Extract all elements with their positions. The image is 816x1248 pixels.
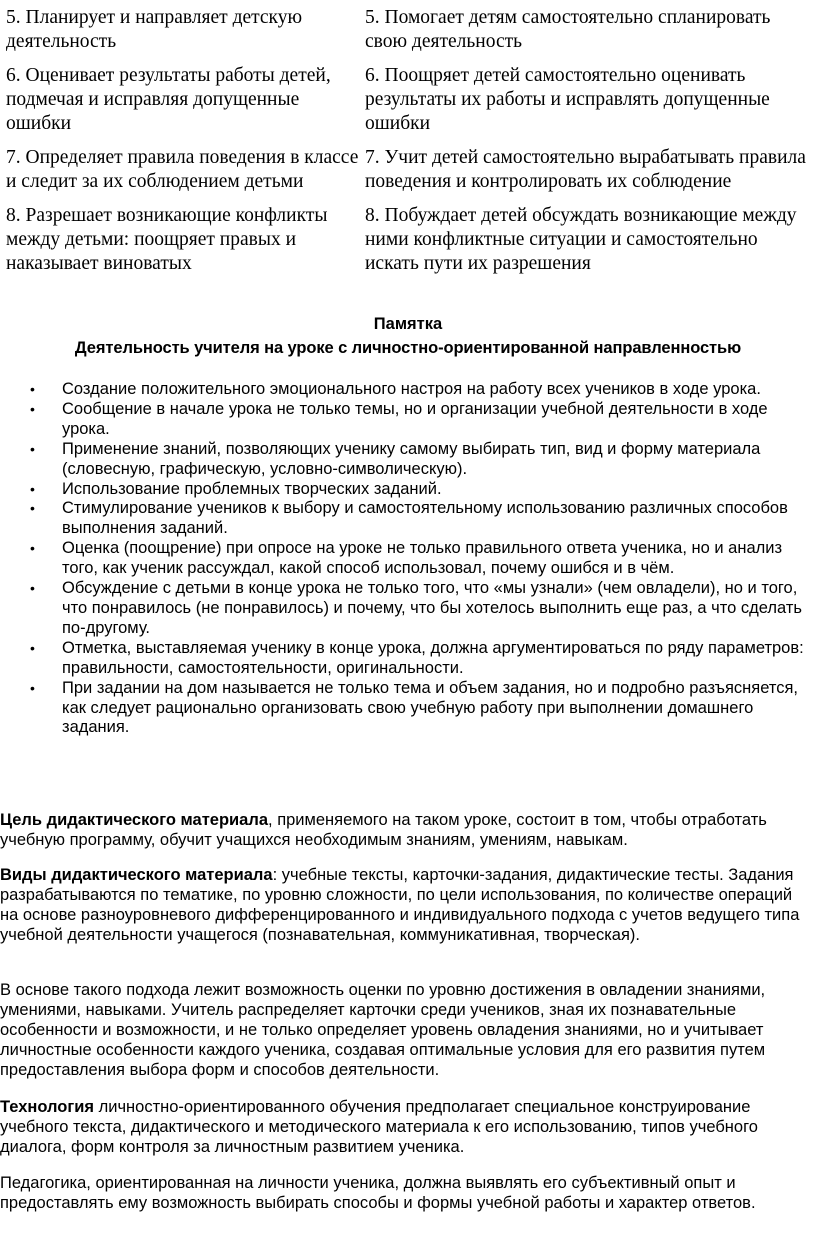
table-cell-right: 6. Поощряет детей самостоятельно оценивать результаты их работы и исправлять допущенные ошибки [365, 65, 770, 134]
table-cell-left: 5. Планирует и направляет детскую деятельность [6, 7, 303, 52]
table-cell-right: 5. Помогает детям самостоятельно спланировать свою деятельность [365, 7, 771, 52]
bullet-icon: • [30, 639, 35, 656]
paragraph-didactic-goal [0, 810, 814, 850]
list-item-text: Отметка, выставляемая ученику в конце урока, должна аргументироваться по ряду параметров: правильности, самостоятельности, оригинальности. [62, 638, 804, 677]
paragraph-technology [0, 1097, 814, 1157]
table-cell-left: 6. Оценивает результаты работы детей, подмечая и исправляя допущенные ошибки [6, 65, 331, 134]
list-item [30, 440, 816, 480]
paragraph-text: Педагогика, ориентированная на личности ученика, должна выявлять его субъективный опыт и предоставлять ему возможность выбирать способы и формы учебной работы и характер ответов. [0, 1174, 756, 1212]
table-row [6, 6, 812, 54]
paragraph-lead: Цель дидактического материала [0, 811, 269, 829]
memo-subtitle: Деятельность учителя на уроке с личностно-ориентированной направленностью [74, 339, 742, 357]
bullet-icon: • [30, 500, 35, 517]
paragraph-didactic-types [0, 865, 814, 945]
list-item [30, 499, 816, 539]
bullet-icon: • [30, 540, 35, 557]
list-item-text: При задании на дом называется не только тема и объем задания, но и подробно разъясняется, как следует рационально организовать свою учебную работу при выполнении домашнего задания. [62, 678, 798, 737]
list-item-text: Создание положительного эмоционального настроя на работу всех учеников в ходе урока. [62, 380, 761, 398]
paragraph-text: В основе такого подхода лежит возможность оценки по уровню достижения в овладении знаниями, умениями, навыками. Учитель распределяет карточки среди учеников, зная их познавательные особенности и возможности, и не только определяет уровень овладения знаниями, но и учитывает личностные особенности каждого ученика, создавая оптимальные условия для его развития путем предоставления выбора форм и способов деятельности. [0, 981, 766, 1079]
bullet-icon: • [30, 381, 35, 397]
memo-title: Памятка [373, 315, 443, 333]
bullet-icon: • [30, 440, 35, 457]
paragraph-text: , применяемого на таком уроке, состоит в том, чтобы отработать учебную программу, обучит учащихся необходимым знаниям, умениям, навыкам. [0, 811, 767, 849]
list-item [30, 579, 816, 639]
table-row [6, 146, 812, 194]
bullet-icon: • [30, 400, 35, 417]
table-cell-left: 7. Определяет правила поведения в классе и следит за их соблюдением детьми [6, 147, 359, 192]
bullet-icon: • [30, 679, 35, 696]
list-item-text: Сообщение в начале урока не только темы, но и организации учебной деятельности в ходе урока. [62, 399, 768, 438]
table-cell-right: 7. Учит детей самостоятельно вырабатывать правила поведения и контролировать их соблюдение [365, 147, 806, 192]
comparison-table [6, 6, 812, 286]
list-item [30, 679, 816, 739]
list-item [30, 480, 816, 500]
list-item [30, 539, 816, 579]
paragraph-text: : учебные тексты, карточки-задания, дидактические тесты. Задания разрабатываются по тематике, по уровню сложности, по цели использования, по количестве операций на основе разноуровневого дифференцированного и индивидуального подхода с учетов ведущего типа учебной деятельности учащегося (познавательная, коммуникативная, творческая). [0, 866, 800, 944]
list-item [30, 380, 816, 400]
table-row [6, 204, 812, 276]
list-item [30, 400, 816, 440]
list-item-text: Обсуждение с детьми в конце урока не только того, что «мы узнали» (чем овладели), но и того, что понравилось (не понравилось) и почему, что бы хотелось выполнить еще раз, а что сделать по-другому. [62, 579, 802, 637]
memo-bullet-list [30, 380, 816, 738]
bullet-icon: • [30, 480, 35, 497]
table-row [6, 64, 812, 136]
list-item-text: Стимулирование учеников к выбору и самостоятельному использованию различных способов выполнения заданий. [62, 499, 788, 538]
paragraph-pedagogy [0, 1173, 814, 1213]
table-cell-right: 8. Побуждает детей обсуждать возникающие между ними конфликтные ситуации и самостоятельно искать пути их разрешения [365, 205, 797, 274]
bullet-icon: • [30, 580, 35, 597]
list-item [30, 639, 816, 679]
paragraph-text: личностно-ориентированного обучения предполагает специальное конструирование учебного текста, дидактического и методического материала к его использованию, типов учебного диалога, форм контроля за личностным развитием ученика. [0, 1098, 758, 1156]
list-item-text: Оценка (поощрение) при опросе на уроке не только правильного ответа ученика, но и анализ того, как ученик рассуждал, какой способ использовал, почему ошибся и в чём. [62, 539, 783, 578]
paragraph-approach [0, 980, 814, 1080]
list-item-text: Использование проблемных творческих заданий. [62, 479, 442, 498]
paragraph-lead: Виды дидактического материала [0, 866, 273, 884]
list-item-text: Применение знаний, позволяющих ученику самому выбирать тип, вид и форму материала (словесную, графическую, условно-символическую). [62, 439, 761, 478]
paragraph-lead: Технология [0, 1098, 95, 1116]
table-cell-left: 8. Разрешает возникающие конфликты между детьми: поощряет правых и наказывает виноватых [6, 205, 328, 274]
